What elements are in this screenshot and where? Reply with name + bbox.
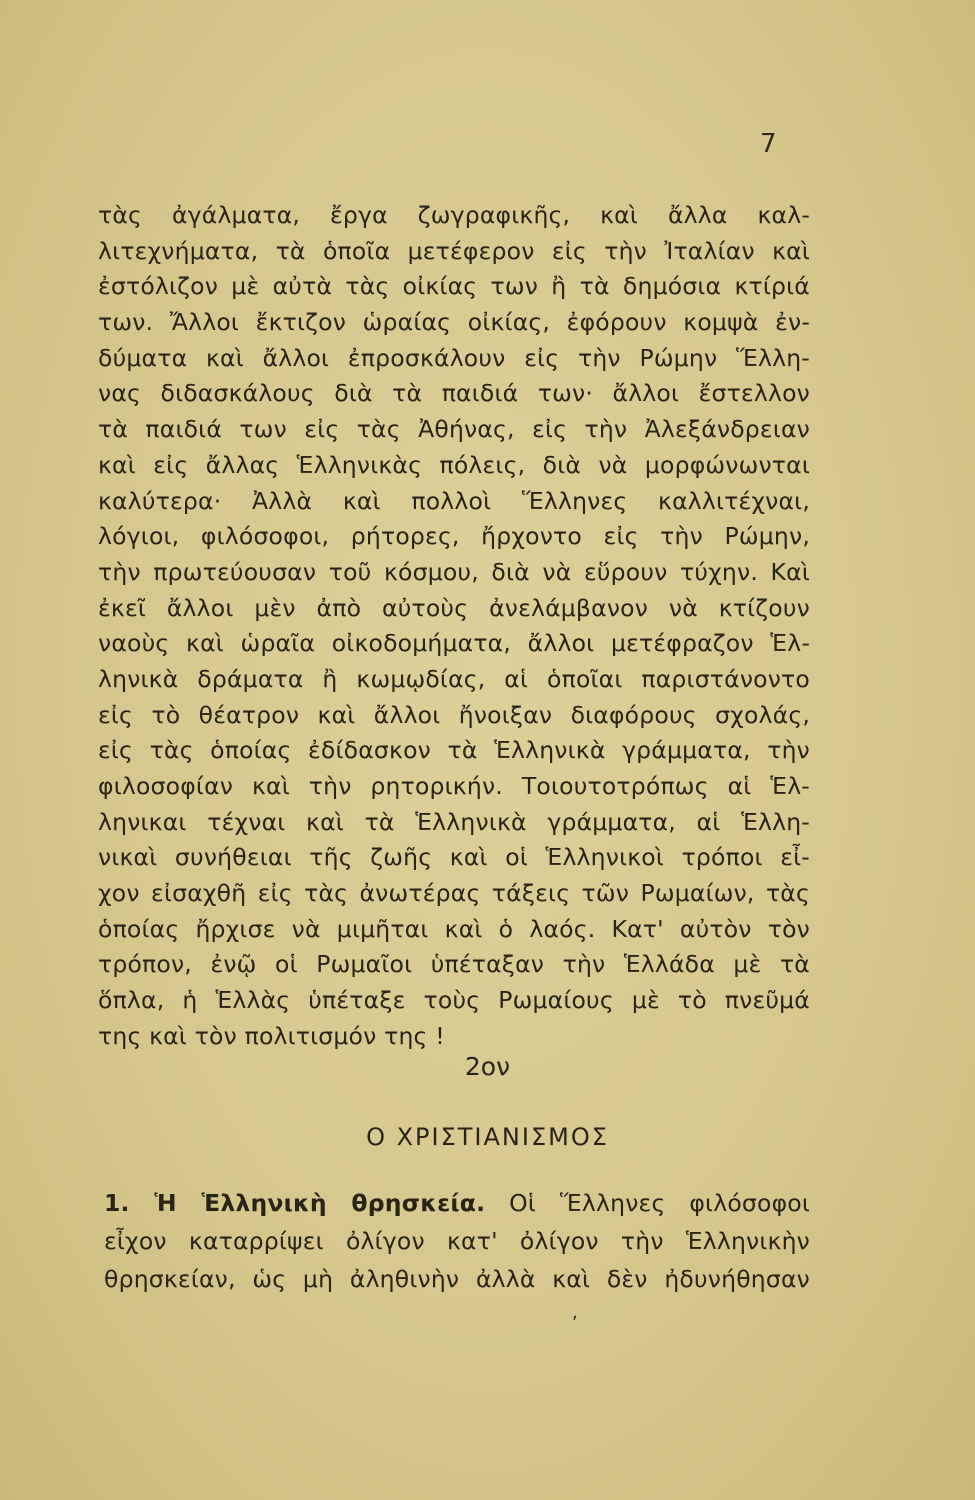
text-line: θρησκείαν, ὡς μὴ ἀληθινὴν ἀλλὰ καὶ δὲν ἠδυνήθησαν — [104, 1265, 810, 1293]
stray-mark: , — [572, 1302, 578, 1323]
text-line: τὴν πρωτεύουσαν τοῦ κόσμου, διὰ νὰ εὕρουν τύχην. Καὶ — [98, 557, 810, 586]
text-line: νας διδασκάλους διὰ τὰ παιδιά των· ἄλλοι ἔστελλον — [98, 379, 810, 408]
text-line: δύματα καὶ ἄλλοι ἐπροσκάλουν εἰς τὴν Ρώμην Ἕλλη- — [98, 343, 810, 372]
text-line: ἐστόλιζον μὲ αὐτὰ τὰς οἰκίας των ἢ τὰ δημόσια κτίριά — [98, 272, 810, 301]
body-paragraph — [98, 198, 810, 1055]
chapter-title: Ο ΧΡΙΣΤΙΑΝΙΣΜΟΣ — [366, 1123, 609, 1151]
text-line: τρόπον, ἐνῷ οἱ Ρωμαῖοι ὑπέταξαν τὴν Ἑλλάδα μὲ τὰ — [98, 950, 810, 979]
section-heading: 1. Ἡ Ἑλληνικὴ θρησκεία. — [104, 1189, 486, 1217]
text-line: καὶ εἰς ἄλλας Ἑλληνικὰς πόλεις, διὰ νὰ μορφώνωνται — [98, 450, 810, 479]
text-line: τὰς ἀγάλματα, ἔργα ζωγραφικῆς, καὶ ἄλλα καλ- — [98, 201, 810, 229]
text-line: εἰς τὸ θέατρον καὶ ἄλλοι ἤνοιξαν διαφόρους σχολάς, — [98, 700, 810, 729]
text-line: ληνικαι τέχναι καὶ τὰ Ἑλληνικὰ γράμματα, αἱ Ἑλλη- — [98, 807, 810, 836]
text-line: ὅπλα, ἡ Ἑλλὰς ὑπέταξε τοὺς Ρωμαίους μὲ τὸ πνεῦμά — [98, 986, 810, 1015]
text-line: της καὶ τὸν πολιτισμόν της ! — [98, 1021, 445, 1050]
text-line: ἐκεῖ ἄλλοι μὲν ἀπὸ αὐτοὺς ἀνελάμβανον νὰ κτίζουν — [98, 593, 810, 622]
section-paragraph — [104, 1184, 810, 1298]
page-number: 7 — [760, 129, 777, 159]
text-line: καλύτερα· Ἀλλὰ καὶ πολλοὶ Ἕλληνες καλλιτέχναι, — [98, 486, 810, 515]
text-line: ναοὺς καὶ ὡραῖα οἰκοδομήματα, ἄλλοι μετέφραζον Ἑλ- — [98, 629, 810, 658]
text-line: λόγιοι, φιλόσοφοι, ρήτορες, ἤρχοντο εἰς τὴν Ρώμην, — [98, 522, 810, 551]
text-line: ὁποίας ἤρχισε νὰ μιμῆται καὶ ὁ λαός. Κατ' αὐτὸν τὸν — [98, 914, 810, 943]
text-line: ληνικὰ δράματα ἢ κωμῳδίας, αἱ ὁποῖαι παριστάνοντο — [98, 664, 810, 693]
text-line: χον εἰσαχθῆ εἰς τὰς ἀνωτέρας τάξεις τῶν Ρωμαίων, τὰς — [98, 879, 810, 908]
section-first-line — [104, 1184, 810, 1222]
text-line: νικαὶ συνήθειαι τῆς ζωῆς καὶ οἱ Ἑλληνικοὶ τρόποι εἶ- — [98, 843, 810, 872]
text-line: τὰ παιδιά των εἰς τὰς Ἀθήνας, εἰς τὴν Ἀλεξάνδρειαν — [98, 415, 810, 444]
text-line: φιλοσοφίαν καὶ τὴν ρητορικήν. Τοιουτοτρόπως αἱ Ἑλ- — [98, 772, 810, 800]
section-first-line-text: Οἱ Ἕλληνες φιλόσοφοι — [509, 1189, 810, 1217]
text-line: εἰς τὰς ὁποίας ἐδίδασκον τὰ Ἑλληνικὰ γράμματα, τὴν — [98, 736, 810, 765]
text-line: εἶχον καταρρίψει ὀλίγον κατ' ὀλίγον τὴν Ἑλληνικὴν — [104, 1227, 810, 1255]
text-line: λιτεχνήματα, τὰ ὁποῖα μετέφερον εἰς τὴν Ἰταλίαν καὶ — [98, 236, 810, 265]
text-line: των. Ἄλλοι ἔκτιζον ὡραίας οἰκίας, ἐφόρουν κομψὰ ἐν- — [98, 308, 810, 337]
chapter-number: 2ον — [464, 1052, 511, 1081]
